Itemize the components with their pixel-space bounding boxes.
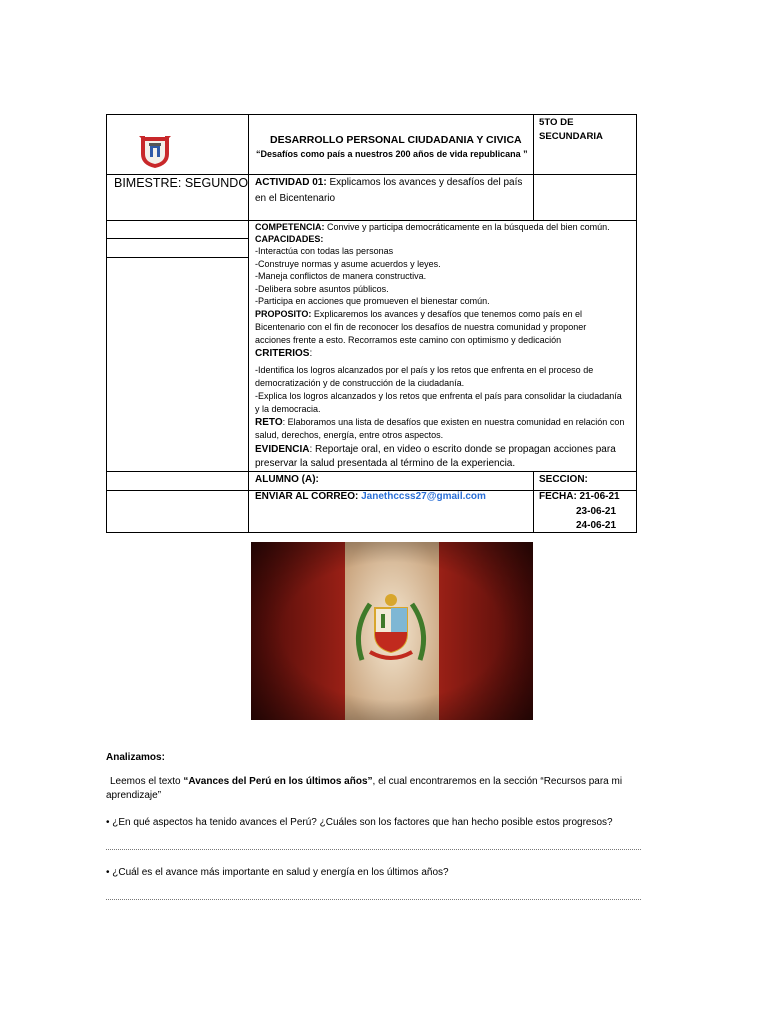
- answer-line-1[interactable]: [106, 849, 641, 850]
- criterio-line: -Identifica los logros alcanzados por el país y los retos que enfrenta en el proceso de: [255, 365, 594, 375]
- answer-line-2[interactable]: [106, 899, 641, 900]
- course-subtitle: “Desafíos como país a nuestros 200 años de vida republicana ”: [256, 149, 528, 159]
- evidencia-line-2: preservar la salud presentada al término de la experiencia.: [255, 458, 516, 469]
- capacidades-label: CAPACIDADES:: [255, 234, 324, 244]
- capacidad-item: -Delibera sobre asuntos públicos.: [255, 283, 389, 294]
- fecha-2: 23-06-21: [576, 506, 617, 517]
- school-crest-icon: [137, 134, 173, 170]
- grade-line-2: SECUNDARIA: [539, 131, 603, 142]
- proposito-line-1: Explicaremos los avances y desafíos que tenemos como país en el: [313, 309, 583, 319]
- peru-flag-image: [251, 542, 533, 720]
- evidencia: [255, 443, 616, 457]
- actividad-text-1: Explicamos los avances y desafíos del país: [329, 177, 523, 188]
- fecha-3: 24-06-21: [576, 520, 617, 531]
- actividad-label: ACTIVIDAD 01:: [255, 177, 327, 188]
- intro-post: , el cual encontraremos en la sección “Recursos para mi: [372, 776, 623, 787]
- criterio-line: democratización y de construcción de la ciudadanía.: [255, 378, 465, 388]
- criterios-heading: [255, 348, 312, 361]
- reto-line-1: : Elaboramos una lista de desafíos que existen en nuestra comunidad en relación con: [282, 417, 625, 427]
- reto-line-2: salud, derechos, energía, entre otros aspectos.: [255, 430, 444, 440]
- intro-pre: Leemos el texto: [110, 776, 184, 787]
- course-title: DESARROLLO PERSONAL CIUDADANIA Y CIVICA: [270, 134, 522, 146]
- analizamos-heading: Analizamos:: [106, 752, 165, 763]
- analizamos-intro-line-2: aprendizaje”: [106, 790, 162, 801]
- evidencia-label: EVIDENCIA: [255, 444, 310, 455]
- criterios-label: CRITERIOS: [255, 348, 310, 359]
- email-link[interactable]: Janethccss27@gmail.com: [361, 491, 486, 502]
- evidencia-line-1: : Reportaje oral, en video o escrito donde se propagan acciones para: [309, 444, 616, 455]
- peru-coat-of-arms-icon: [348, 590, 434, 670]
- capacidad-item: -Interactúa con todas las personas: [255, 246, 394, 256]
- correo-line: [255, 490, 486, 504]
- competencia-label: COMPETENCIA:: [255, 222, 325, 232]
- grade-line-1: 5TO DE: [539, 117, 574, 128]
- actividad-line-1: [255, 176, 522, 190]
- intro-bold-title: “Avances del Perú en los últimos años”: [183, 776, 373, 787]
- actividad-line-2: en el Bicentenario: [255, 193, 336, 204]
- reto-label: RETO: [255, 417, 283, 428]
- criterio-line: y la democracia.: [255, 404, 321, 414]
- criterios-colon: :: [309, 348, 313, 359]
- proposito-label: PROPOSITO:: [255, 309, 312, 319]
- question-1: • ¿En qué aspectos ha tenido avances el Perú? ¿Cuáles son los factores que han hecho posible estos progresos?: [106, 817, 613, 828]
- proposito-line-3: acciones frente a esto. Recorramos este camino con optimismo y dedicación: [255, 335, 562, 345]
- competencia-text: Convive y participa democráticamente en la búsqueda del bien común.: [327, 222, 610, 232]
- capacidad-item: -Construye normas y asume acuerdos y leyes.: [255, 258, 441, 269]
- fecha-1: FECHA: 21-06-21: [539, 491, 620, 502]
- seccion-label: SECCION:: [539, 474, 588, 485]
- correo-label: ENVIAR AL CORREO:: [255, 491, 359, 502]
- activity-header-table: [106, 114, 637, 533]
- bimestre-label: BIMESTRE: SEGUNDO: [114, 176, 249, 190]
- alumno-label: ALUMNO (A):: [255, 474, 319, 485]
- proposito-line-2: Bicentenario con el fin de reconocer los desafíos de nuestra comunidad y proponer: [255, 322, 587, 332]
- question-2: • ¿Cuál es el avance más importante en salud y energía en los últimos años?: [106, 867, 449, 878]
- analizamos-intro: [110, 775, 622, 789]
- capacidad-item: -Participa en acciones que promueven el bienestar común.: [255, 296, 490, 306]
- proposito: [255, 308, 582, 321]
- criterio-line: -Explica los logros alcanzados y los retos que enfrenta el país para consolidar la ciudadanía: [255, 391, 622, 401]
- competencia: [255, 221, 610, 234]
- capacidad-item: -Maneja conflictos de manera constructiva.: [255, 271, 427, 281]
- reto: [255, 416, 624, 430]
